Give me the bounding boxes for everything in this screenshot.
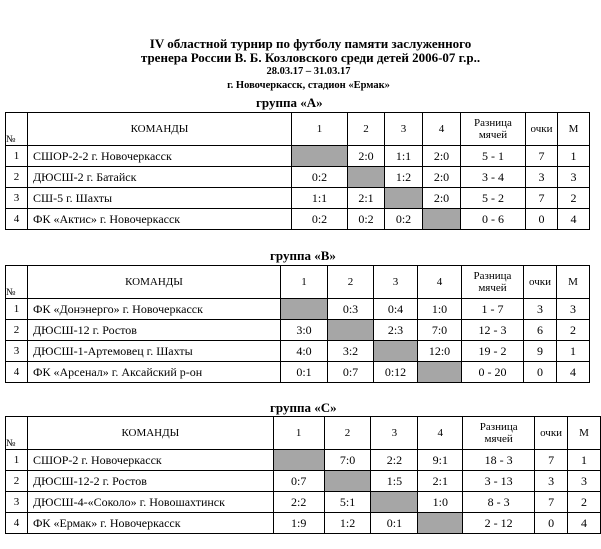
row-no: 2	[6, 320, 28, 341]
col-no: №	[6, 113, 28, 146]
row-no: 4	[6, 513, 28, 534]
col-2: 2	[348, 113, 385, 146]
result-cell: 2:0	[423, 188, 461, 209]
result-cell: 2:0	[423, 146, 461, 167]
result-cell: 0:3	[328, 299, 374, 320]
team-name: СШ-5 г. Шахты	[28, 188, 292, 209]
result-cell: 0:7	[273, 471, 324, 492]
row-no: 3	[6, 341, 28, 362]
col-3: 3	[385, 113, 423, 146]
col-3: 3	[374, 266, 418, 299]
points: 3	[535, 471, 568, 492]
table-row	[6, 362, 590, 383]
result-cell-self	[281, 299, 328, 320]
points: 0	[526, 209, 558, 230]
goal-diff: 12 - 3	[462, 320, 524, 341]
col-no: №	[6, 417, 28, 450]
result-cell: 2:2	[273, 492, 324, 513]
group-b-title: группа «В»	[270, 248, 336, 263]
goal-diff: 3 - 4	[461, 167, 526, 188]
points: 7	[526, 146, 558, 167]
result-cell: 1:2	[324, 513, 371, 534]
row-no: 1	[6, 299, 28, 320]
team-name: ДЮСШ-12-2 г. Ростов	[27, 471, 273, 492]
place: 2	[558, 188, 590, 209]
col-place: М	[558, 113, 590, 146]
table-row	[6, 299, 590, 320]
title-line-2: тренера России В. Б. Козловского среди детей 2006-07 г.р..	[140, 50, 481, 65]
result-cell: 0:4	[374, 299, 418, 320]
col-teams: КОМАНДЫ	[28, 266, 281, 299]
tournament-dates: 28.03.17 – 31.03.17	[266, 66, 351, 77]
points: 6	[524, 320, 557, 341]
table-header-row	[6, 417, 601, 450]
row-no: 2	[6, 471, 28, 492]
team-name: ДЮСШ-1-Артемовец г. Шахты	[28, 341, 281, 362]
col-no: №	[6, 266, 28, 299]
team-name: ДЮСШ-2 г. Батайск	[28, 167, 292, 188]
row-no: 4	[6, 209, 28, 230]
result-cell-self	[328, 320, 374, 341]
table-row	[6, 209, 590, 230]
result-cell-self	[418, 513, 463, 534]
place: 2	[568, 492, 601, 513]
result-cell: 3:0	[281, 320, 328, 341]
goal-diff: 0 - 20	[462, 362, 524, 383]
points: 3	[524, 299, 557, 320]
group-a-table	[5, 112, 590, 230]
group-c-title: группа «С»	[270, 400, 337, 415]
tournament-venue: г. Новочеркасск, стадион «Ермак»	[227, 80, 390, 91]
col-4: 4	[418, 266, 462, 299]
team-name: ФК «Арсенал» г. Аксайский р-он	[28, 362, 281, 383]
table-row	[6, 320, 590, 341]
col-2: 2	[328, 266, 374, 299]
col-goal-diff: Разница мячей	[463, 417, 535, 450]
team-name: ДЮСШ-4-«Соколо» г. Новошахтинск	[27, 492, 273, 513]
table-header-row	[6, 266, 590, 299]
result-cell: 2:0	[348, 146, 385, 167]
result-cell: 2:2	[371, 450, 418, 471]
result-cell: 0:2	[348, 209, 385, 230]
col-points: очки	[526, 113, 558, 146]
result-cell: 5:1	[324, 492, 371, 513]
place: 4	[558, 209, 590, 230]
team-name: ДЮСШ-12 г. Ростов	[28, 320, 281, 341]
result-cell: 12:0	[418, 341, 462, 362]
goal-diff: 1 - 7	[462, 299, 524, 320]
team-name: ФК «Донэнерго» г. Новочеркасск	[28, 299, 281, 320]
result-cell: 2:1	[348, 188, 385, 209]
goal-diff: 0 - 6	[461, 209, 526, 230]
team-name: ФК «Ермак» г. Новочеркасск	[27, 513, 273, 534]
result-cell-self	[324, 471, 371, 492]
group-b-table	[5, 265, 590, 383]
col-points: очки	[524, 266, 557, 299]
col-place: М	[557, 266, 590, 299]
row-no: 2	[6, 167, 28, 188]
result-cell-self	[371, 492, 418, 513]
col-teams: КОМАНДЫ	[28, 113, 292, 146]
result-cell-self	[273, 450, 324, 471]
group-a-title: группа «А»	[256, 95, 323, 110]
goal-diff: 2 - 12	[463, 513, 535, 534]
goal-diff: 3 - 13	[463, 471, 535, 492]
place: 1	[558, 146, 590, 167]
goal-diff: 18 - 3	[463, 450, 535, 471]
place: 1	[568, 450, 601, 471]
result-cell: 0:2	[292, 209, 348, 230]
col-place: М	[568, 417, 601, 450]
place: 3	[568, 471, 601, 492]
col-4: 4	[423, 113, 461, 146]
result-cell: 0:1	[371, 513, 418, 534]
col-4: 4	[418, 417, 463, 450]
table-row	[6, 513, 601, 534]
result-cell: 9:1	[418, 450, 463, 471]
result-cell: 1:5	[371, 471, 418, 492]
result-cell: 0:7	[328, 362, 374, 383]
table-header-row	[6, 113, 590, 146]
result-cell: 0:12	[374, 362, 418, 383]
row-no: 1	[6, 146, 28, 167]
result-cell: 1:0	[418, 299, 462, 320]
result-cell: 1:1	[292, 188, 348, 209]
result-cell-self	[423, 209, 461, 230]
points: 0	[524, 362, 557, 383]
result-cell: 7:0	[324, 450, 371, 471]
points: 7	[526, 188, 558, 209]
row-no: 4	[6, 362, 28, 383]
team-name: ФК «Актис» г. Новочеркасск	[28, 209, 292, 230]
place: 3	[558, 167, 590, 188]
result-cell: 0:1	[281, 362, 328, 383]
goal-diff: 5 - 2	[461, 188, 526, 209]
result-cell: 1:9	[273, 513, 324, 534]
row-no: 3	[6, 492, 28, 513]
result-cell: 1:0	[418, 492, 463, 513]
team-name: СШОР-2 г. Новочеркасск	[27, 450, 273, 471]
result-cell: 0:2	[292, 167, 348, 188]
result-cell-self	[374, 341, 418, 362]
goal-diff: 5 - 1	[461, 146, 526, 167]
result-cell-self	[348, 167, 385, 188]
col-3: 3	[371, 417, 418, 450]
result-cell-self	[418, 362, 462, 383]
table-row	[6, 471, 601, 492]
team-name: СШОР-2-2 г. Новочеркасск	[28, 146, 292, 167]
place: 3	[557, 299, 590, 320]
result-cell: 2:0	[423, 167, 461, 188]
col-goal-diff: Разница мячей	[461, 113, 526, 146]
group-c-table	[5, 416, 601, 534]
table-row	[6, 492, 601, 513]
place: 4	[557, 362, 590, 383]
table-row	[6, 167, 590, 188]
row-no: 1	[6, 450, 28, 471]
row-no: 3	[6, 188, 28, 209]
points: 7	[535, 492, 568, 513]
result-cell: 2:1	[418, 471, 463, 492]
col-teams: КОМАНДЫ	[27, 417, 273, 450]
points: 0	[535, 513, 568, 534]
points: 7	[535, 450, 568, 471]
result-cell: 3:2	[328, 341, 374, 362]
result-cell: 4:0	[281, 341, 328, 362]
points: 9	[524, 341, 557, 362]
result-cell: 1:1	[385, 146, 423, 167]
result-cell: 1:2	[385, 167, 423, 188]
table-row	[6, 341, 590, 362]
result-cell-self	[292, 146, 348, 167]
place: 1	[557, 341, 590, 362]
table-row	[6, 188, 590, 209]
col-goal-diff: Разница мячей	[462, 266, 524, 299]
col-points: очки	[535, 417, 568, 450]
col-1: 1	[273, 417, 324, 450]
result-cell-self	[385, 188, 423, 209]
title-line-1: IV областной турнир по футболу памяти заслуженного	[149, 36, 472, 51]
goal-diff: 8 - 3	[463, 492, 535, 513]
place: 2	[557, 320, 590, 341]
col-2: 2	[324, 417, 371, 450]
col-1: 1	[281, 266, 328, 299]
points: 3	[526, 167, 558, 188]
place: 4	[568, 513, 601, 534]
goal-diff: 19 - 2	[462, 341, 524, 362]
result-cell: 2:3	[374, 320, 418, 341]
table-row	[6, 450, 601, 471]
table-row	[6, 146, 590, 167]
result-cell: 0:2	[385, 209, 423, 230]
result-cell: 7:0	[418, 320, 462, 341]
col-1: 1	[292, 113, 348, 146]
